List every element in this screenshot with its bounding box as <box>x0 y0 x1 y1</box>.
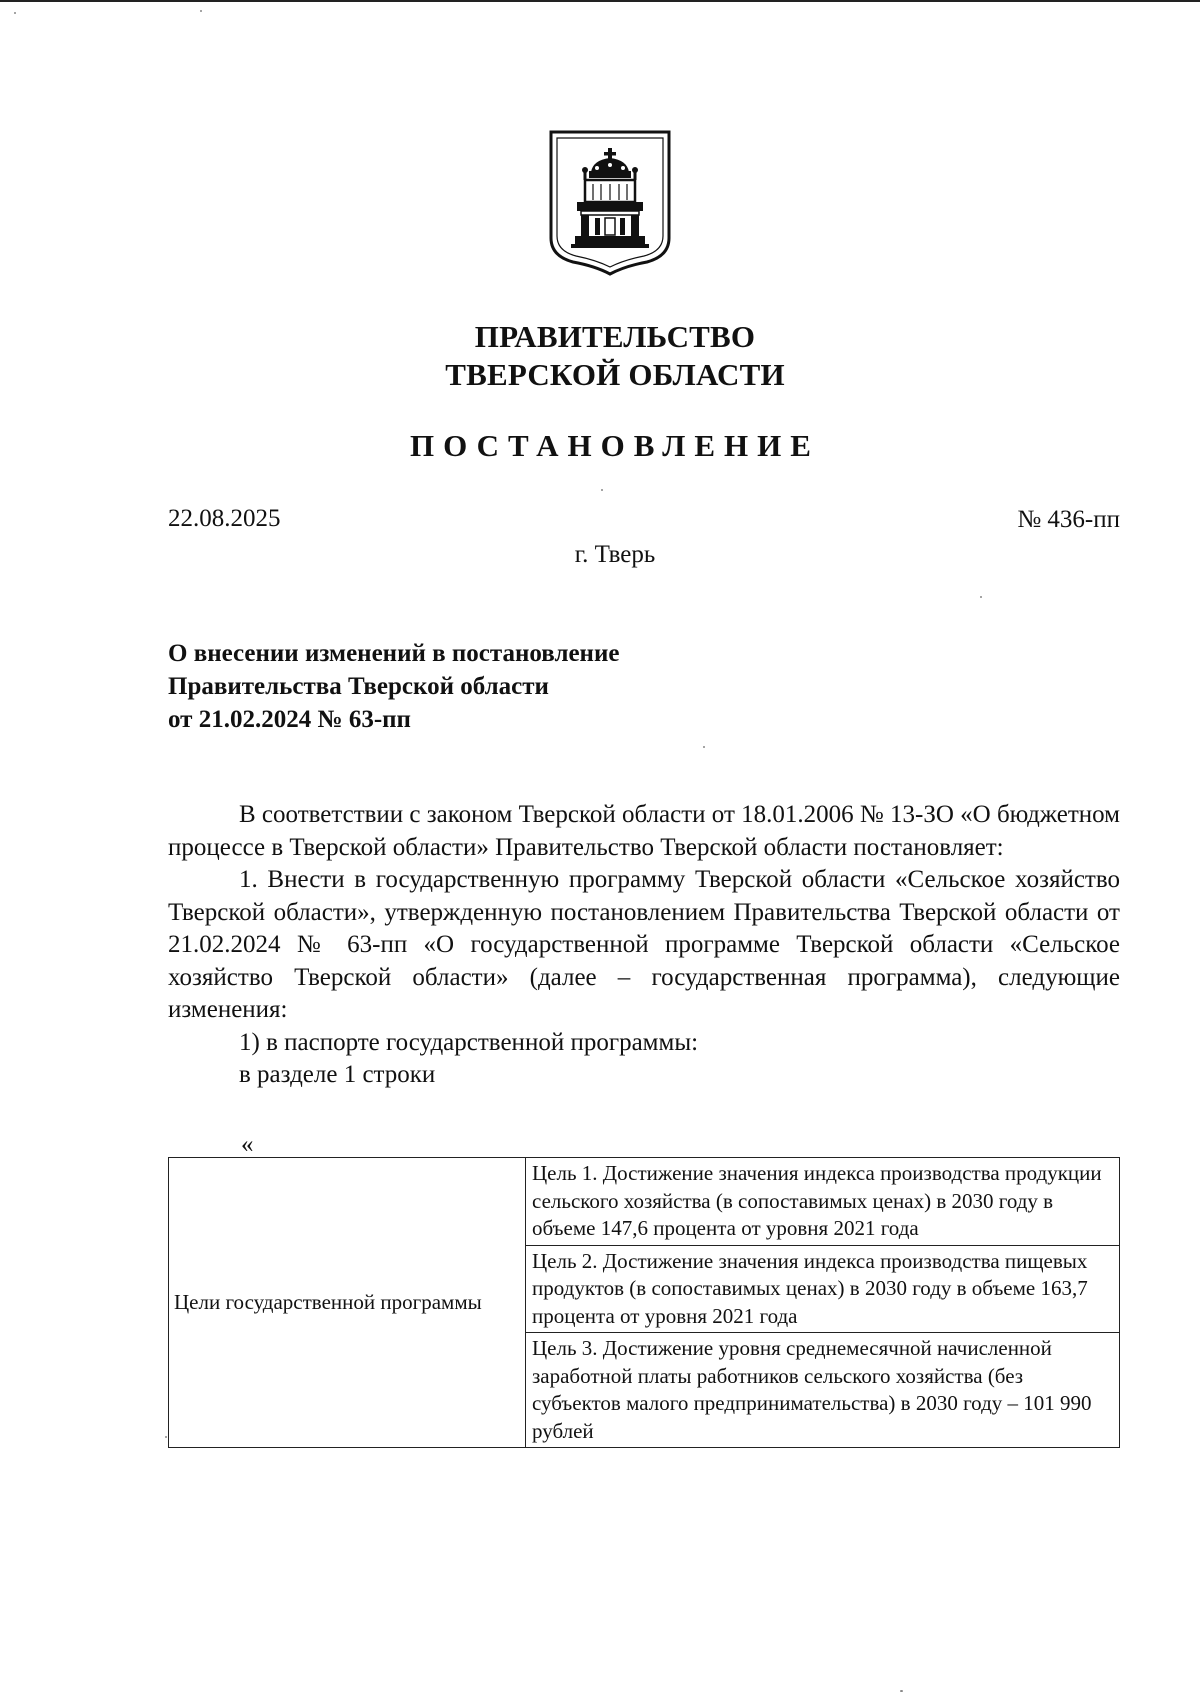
document-subject <box>168 637 619 736</box>
program-goals-table <box>168 1157 1120 1448</box>
table-row <box>169 1158 1120 1246</box>
goal-1-cell: Цель 1. Достижение значения индекса производства продукции сельского хозяйства (в сопоставимых ценах) в 2030 году в объеме 147,6 процента от уровня 2021 года <box>526 1158 1120 1246</box>
coat-of-arms-emblem <box>547 128 673 276</box>
subject-line1: О внесении изменений в постановление <box>168 640 620 667</box>
document-number: № 436-пп <box>1017 506 1120 533</box>
scan-speck <box>900 1690 903 1692</box>
scan-edge-line <box>0 0 1200 2</box>
scan-speck <box>601 489 603 491</box>
scan-speck <box>14 12 16 14</box>
quote-open-mark: « <box>241 1131 254 1158</box>
government-title-line1: ПРАВИТЕЛЬСТВО <box>474 319 756 354</box>
preamble-paragraph: В соответствии с законом Тверской области от 18.01.2006 № 13-ЗО «О бюджетном процессе в Тверской области» Правительство Тверской области постановляет: <box>168 801 1120 861</box>
scan-speck <box>980 596 982 598</box>
document-type-heading: ПОСТАНОВЛЕНИЕ <box>410 428 820 463</box>
subitem1-paragraph: 1) в паспорте государственной программы: <box>239 1028 699 1056</box>
subject-line2: Правительства Тверской области <box>168 673 549 700</box>
goals-label-cell: Цели государственной программы <box>169 1158 526 1448</box>
document-date: 22.08.2025 <box>168 505 281 532</box>
scan-speck <box>200 10 202 12</box>
scan-speck <box>165 1436 167 1438</box>
goal-2-cell: Цель 2. Достижение значения индекса производства пищевых продуктов (в сопоставимых ценах) в 2030 году в объеме 163,7 процента от уровня 2021 года <box>526 1245 1120 1333</box>
goal-3-cell: Цель 3. Достижение уровня среднемесячной начисленной заработной платы работников сельского хозяйства (без субъектов малого предпринимательства) в 2030 году – 101 990 рублей <box>526 1333 1120 1448</box>
item1-paragraph: 1. Внести в государственную программу Тверской области «Сельское хозяйство Тверской области», утвержденную постановлением Правительства Тверской области от 21.02.2024 № 63-пп «О государственной программе Тверской области «Сельское хозяйство Тверской области» (далее – государственная программа), следующие изменения: <box>168 866 1120 1023</box>
section-line-paragraph: в разделе 1 строки <box>239 1061 436 1088</box>
government-title <box>0 318 1200 394</box>
government-title-line2: ТВЕРСКОЙ ОБЛАСТИ <box>445 357 785 392</box>
subject-line3: от 21.02.2024 № 63-пп <box>168 706 411 733</box>
document-body <box>168 799 1120 1092</box>
document-city: г. Тверь <box>574 541 656 568</box>
scan-speck <box>703 746 705 748</box>
